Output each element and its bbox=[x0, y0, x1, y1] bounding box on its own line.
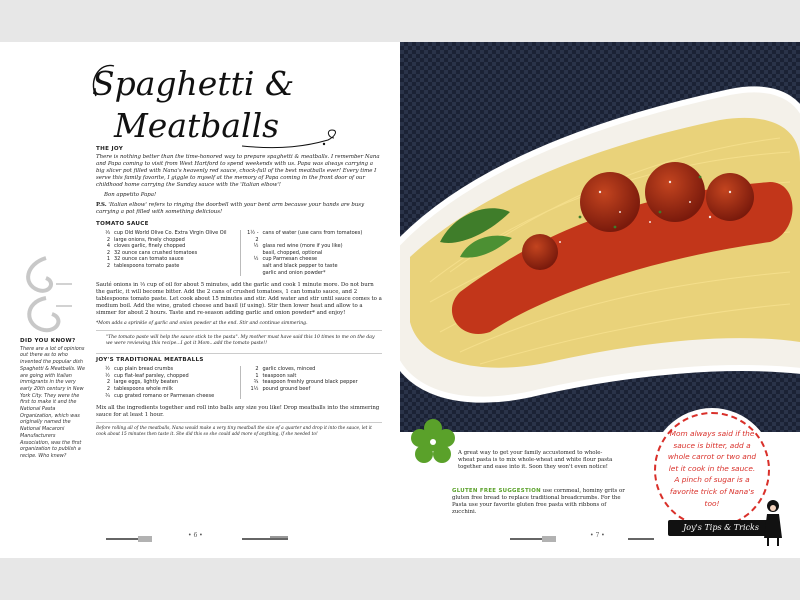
ingredient-row bbox=[245, 379, 383, 386]
ingredients-column-2 bbox=[240, 366, 383, 399]
ingredient-row bbox=[96, 237, 234, 244]
the-joy-text: There is nothing better than the time-honored way to prepare spaghetti & meatballs. I remember Nana and Papa coming to visit from West Hartford to spend weekends with us. Papa was always carrying a big slicer pot filled with Nana's heavenly red sauce, chock-full of the best meatballs ever! Every time I serve this family favorite, I giggle to myself at the memory of Papa coming in the front door of our childhood home carrying the Sunday sauce with the 'Italian elbow'! bbox=[96, 154, 380, 188]
ingredient-row bbox=[96, 386, 234, 393]
ingredient-row bbox=[245, 250, 383, 257]
knife-icon bbox=[240, 535, 290, 543]
ingredient-qty: 2 bbox=[106, 262, 110, 269]
ingredient-item: garlic and onion powder* bbox=[262, 269, 326, 276]
ingredient-item: 32 ounce cans crushed tomatoes bbox=[114, 249, 198, 256]
meatballs-note: Before rolling all of the meatballs, Nana would make a very tiny meatball the size of a quarter and drop it into the sauce, let it cook about 15 minutes then taste it. She did this so she could add more of anything, if she needed to! bbox=[96, 426, 372, 437]
ingredient-item: pound ground beef bbox=[262, 385, 311, 392]
gluten-free-label: GLUTEN FREE SUGGESTION bbox=[452, 488, 541, 494]
ingredient-row bbox=[96, 393, 234, 400]
ingredient-item: salt and black pepper to taste bbox=[262, 262, 338, 269]
ingredient-qty: ½ bbox=[253, 256, 259, 263]
tomato-sauce-ingredients bbox=[96, 230, 382, 276]
ingredient-item: large eggs, lightly beaten bbox=[114, 379, 179, 386]
ingredient-qty: ¾ bbox=[105, 392, 110, 399]
ingredient-item: basil, chopped, optional bbox=[262, 249, 323, 256]
ingredient-qty bbox=[245, 263, 263, 270]
tips-tricks-badge: Joy's Tips & Tricks bbox=[668, 520, 774, 536]
ingredient-item: teaspoon freshly ground black pepper bbox=[262, 379, 358, 386]
ingredient-item: cup Parmesan cheese bbox=[262, 256, 318, 263]
ingredient-qty: ¾ bbox=[253, 379, 259, 386]
ingredient-qty: ⅓ bbox=[105, 230, 110, 236]
tomato-sauce-note: *Mom adds a sprinkle of garlic and onion powder at the end. Stir and continue simmering. bbox=[96, 321, 308, 327]
ingredient-qty: ½ bbox=[105, 366, 110, 373]
divider bbox=[96, 353, 382, 354]
ingredient-row bbox=[245, 373, 383, 380]
ingredient-qty: 2 bbox=[106, 236, 110, 243]
meatballs-heading: JOY'S TRADITIONAL MEATBALLS bbox=[96, 357, 204, 364]
meatballs-ingredients bbox=[96, 366, 382, 399]
ingredient-row bbox=[96, 366, 234, 373]
ingredients-column-1 bbox=[96, 366, 234, 399]
ingredient-row bbox=[245, 386, 383, 393]
ingredient-item: cup plain bread crumbs bbox=[114, 366, 174, 373]
ingredient-row bbox=[245, 243, 383, 250]
ingredient-qty: 1 bbox=[106, 256, 110, 263]
spaghetti-photo bbox=[400, 42, 800, 432]
ingredients-column-2 bbox=[240, 230, 383, 276]
left-page bbox=[0, 42, 400, 558]
ingredient-item: cup flat-leaf parsley, chopped bbox=[114, 372, 189, 379]
scroll-ornament-icon bbox=[16, 254, 78, 334]
ingredient-row bbox=[245, 366, 383, 373]
ingredient-item: garlic cloves, minced bbox=[262, 366, 316, 373]
ingredient-qty: 2 bbox=[255, 366, 259, 373]
right-page bbox=[400, 42, 800, 558]
ingredient-qty: 4 bbox=[106, 243, 110, 250]
ingredient-item: tablespoons tomato paste bbox=[114, 262, 180, 269]
ingredient-row bbox=[245, 256, 383, 263]
whole-wheat-tip: A great way to get your family accustomed to whole-wheat pasta is to mix whole-wheat and white flour pasta together and ease into it. Soon they won't even notice! bbox=[458, 450, 613, 470]
ingredient-item: cloves garlic, finely chopped bbox=[114, 243, 186, 250]
ingredient-row bbox=[96, 243, 234, 250]
ingredient-row bbox=[96, 250, 234, 257]
cookbook-spread bbox=[0, 42, 800, 558]
tip-bubble bbox=[654, 412, 770, 528]
ingredient-item: teaspoon salt bbox=[262, 372, 297, 379]
gluten-free-text: use cornmeal, hominy grits or gluten free bread to replace traditional breadcrumbs. For the Pasta use your favorite gluten free pasta with ribbons of zucchini. bbox=[452, 488, 625, 515]
recipe-body bbox=[96, 146, 382, 439]
ingredient-row bbox=[96, 230, 234, 237]
ingredient-item: cans of water (use cans from tomatoes) bbox=[262, 230, 363, 236]
meatballs-method: Mix all the ingredients together and roll into balls any size you like! Drop meatballs into the simmering sauce for at least 1 hour. bbox=[96, 405, 380, 419]
ps-note bbox=[96, 202, 382, 216]
ingredient-qty bbox=[245, 270, 263, 277]
ingredient-item: glass red wine (more if you like) bbox=[262, 243, 343, 250]
ingredient-row bbox=[245, 263, 383, 270]
fork-icon bbox=[508, 535, 558, 543]
ingredient-item: large onions, finely chopped bbox=[114, 236, 185, 243]
ingredient-item: tablespoons whole milk bbox=[114, 385, 173, 392]
tomato-sauce-quote: "The tomato paste will help the sauce stick to the pasta". My mother must have said this 10 times to me on the day we were reviewing this recipe...I got it Mom...add the tomato paste!! bbox=[106, 335, 375, 347]
tip-text: Mom always said if the sauce is bitter, add a whole carrot or two and let it cook in the sauce. A pinch of sugar is a favorite trick of Nana's too! bbox=[667, 429, 757, 508]
fork-icon bbox=[104, 535, 154, 543]
ingredient-item: 32 ounce can tomato sauce bbox=[114, 256, 184, 263]
tomato-sauce-method: Sauté onions in ⅓ cup of oil for about 5 minutes, add the garlic and cook 1 minute more. Do not burn the garlic, it will become bitter. Add the 2 cans of crushed tomatoes, 1 can tomato sauce, and 2 tablespoons tomato paste. Let cook about 15 minutes and stir. Add water and stir until sauce comes to a medium boil. Add the wine, grated cheese and basil (if using). Stir then lower heat and allow to a simmer for about 2 hours. Taste and re-season adding garlic and onion powder* and enjoy! bbox=[96, 282, 382, 317]
ingredient-row bbox=[245, 270, 383, 277]
tomato-sauce-heading: TOMATO SAUCE bbox=[96, 221, 149, 227]
ingredient-qty: 1½ - 2 bbox=[247, 230, 259, 243]
the-joy-signoff: Bon appetito Papa! bbox=[104, 192, 157, 198]
green-flower-icon bbox=[410, 418, 456, 468]
ingredient-qty: 2 bbox=[106, 379, 110, 386]
ps-text: 'Italian elbow' refers to ringing the doorbell with your bent arm because your hands are busy carrying a pot filled with something delicious! bbox=[96, 202, 365, 215]
did-you-know-sidebar bbox=[20, 338, 86, 460]
ingredient-row bbox=[96, 379, 234, 386]
ingredient-row bbox=[96, 263, 234, 270]
ingredient-row bbox=[96, 256, 234, 263]
ingredient-row bbox=[96, 373, 234, 380]
page-number-left: • 6 • bbox=[188, 532, 203, 539]
divider bbox=[96, 422, 382, 423]
sidebar-heading: DID YOU KNOW? bbox=[20, 338, 76, 344]
knife-icon bbox=[626, 535, 656, 543]
the-joy-heading: THE JOY bbox=[96, 146, 124, 152]
sidebar-text: There are a lot of opinions out there as to who invented the popular dish Spaghetti & Meatballs. We are going with Italian immigrants in the very early 20th century in New York City. They were the first to make it and the National Pasta Organization, which was originally named the National Macaroni Manufacturers Association, was the first organization to publish a recipe. Who knew? bbox=[20, 345, 85, 459]
ingredient-qty: 1 bbox=[255, 372, 259, 379]
ingredient-qty: 2 bbox=[106, 249, 110, 256]
ingredient-item: cup grated romano or Parmesan cheese bbox=[114, 392, 215, 399]
chef-figure-icon bbox=[762, 498, 784, 548]
ingredients-column-1 bbox=[96, 230, 234, 276]
ingredient-item: cup Old World Olive Co. Extra Virgin Olive Oil bbox=[114, 230, 227, 236]
title-line-2: Meatballs bbox=[114, 106, 280, 145]
ingredient-qty: ½ bbox=[105, 372, 110, 379]
ingredient-qty: 1½ bbox=[250, 385, 259, 392]
ingredient-qty: 2 bbox=[106, 385, 110, 392]
title-line-1: Spaghetti & bbox=[92, 64, 295, 103]
ingredient-row bbox=[245, 230, 383, 243]
ps-label: P.S. bbox=[96, 202, 107, 208]
gluten-free-suggestion bbox=[452, 488, 632, 516]
ingredient-qty: ½ bbox=[253, 243, 259, 250]
divider bbox=[96, 330, 382, 331]
page-number-right: • 7 • bbox=[590, 532, 605, 539]
